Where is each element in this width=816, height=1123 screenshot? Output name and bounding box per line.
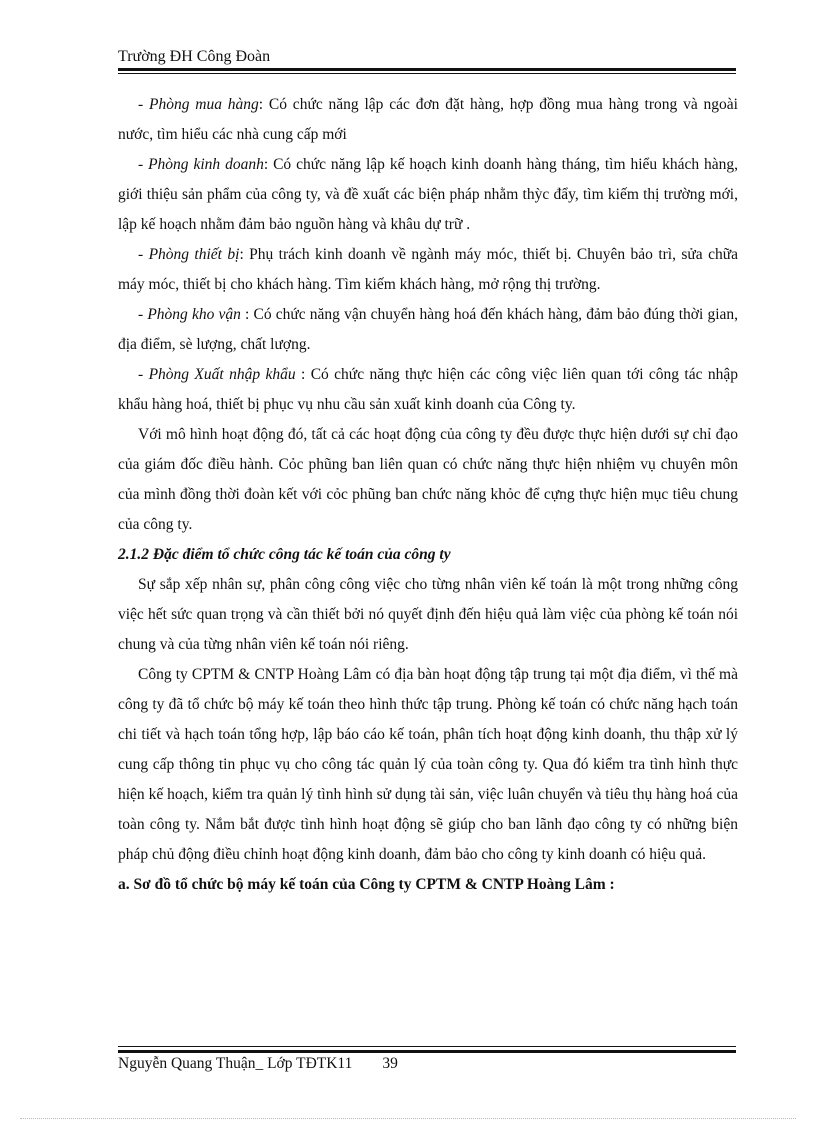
section-heading: 2.1.2 Đặc điểm tổ chức công tác kế toán của công ty xyxy=(118,546,451,563)
org-chart-subheading: a. Sơ đồ tổ chức bộ máy kế toán của Công ty CPTM & CNTP Hoàng Lâm : xyxy=(118,876,615,893)
dept-equipment-paragraph: - Phòng thiết bị: Phụ trách kinh doanh về ngành máy móc, thiết bị. Chuyên bảo trì, sửa chữa máy móc, thiết bị cho khách hàng. Tìm kiếm khách hàng, mở rộng thị trường. xyxy=(118,246,738,293)
dept-name: Phòng thiết bị xyxy=(148,246,240,263)
dept-purchasing-paragraph: - Phòng mua hàng: Có chức năng lập các đơn đặt hàng, hợp đồng mua hàng trong và ngoài nước, tìm hiểu các nhà cung cấp mới xyxy=(118,96,738,143)
dept-name: Phòng kho vận xyxy=(147,306,241,323)
header-rule-thin xyxy=(118,73,736,74)
page-bottom-dotted-border xyxy=(20,1118,796,1119)
dept-name: Phòng kinh doanh xyxy=(148,156,264,173)
dept-name: Phòng Xuất nhập khẩu xyxy=(148,366,296,383)
page-header-title: Trường ĐH Công Đoàn xyxy=(118,48,271,65)
dept-name: Phòng mua hàng xyxy=(148,96,259,113)
header-rule-thick xyxy=(118,68,736,71)
model-paragraph: Với mô hình hoạt động đó, tất cả các hoạt động của công ty đều được thực hiện dưới sự chỉ đạo của giám đốc điều hành. Cỏc phũng ban liên quan có chức năng thực hiện nhiệm vụ chuyên môn của mình đồng thời đoàn kết với cỏc phũng ban chức năng khỏc để cựng thực hiện mục tiêu chung của công ty. xyxy=(118,426,738,533)
dept-logistics-paragraph: - Phòng kho vận : Có chức năng vận chuyển hàng hoá đến khách hàng, đảm bảo đúng thời gian, địa điểm, sè lượng, chất lượng. xyxy=(118,306,739,353)
dept-sales-paragraph: - Phòng kinh doanh: Có chức năng lập kế hoạch kinh doanh hàng tháng, tìm hiểu khách hàng, giới thiệu sản phẩm của công ty, và đề xuất các biện pháp nhằm thỳc đẩy, tìm kiếm thị trường mới, lập kế hoạch nhằm đảm bảo nguồn hàng và khâu dự trữ . xyxy=(118,156,738,233)
footer-author: Nguyễn Quang Thuận_ Lớp TĐTK11 xyxy=(118,1055,353,1072)
page-number: 39 xyxy=(382,1055,398,1072)
staff-paragraph: Sự sắp xếp nhân sự, phân công công việc cho từng nhân viên kế toán là một trong những công việc hết sức quan trọng và cần thiết bởi nó quyết định đến hiệu quả làm việc của phòng kế toán nói chung và của từng nhân viên kế toán nói riêng. xyxy=(118,576,738,653)
dept-import-export-paragraph: - Phòng Xuất nhập khẩu : Có chức năng thực hiện các công việc liên quan tới công tác nhập khẩu hàng hoá, thiết bị phục vụ nhu cầu sản xuất kinh doanh của Công ty. xyxy=(118,366,739,413)
footer-rule-thick xyxy=(118,1050,736,1053)
page-footer xyxy=(118,1055,398,1073)
footer-rule-thin xyxy=(118,1046,736,1047)
company-paragraph: Công ty CPTM & CNTP Hoàng Lâm có địa bàn hoạt động tập trung tại một địa điểm, vì thế mà công ty đã tổ chức bộ máy kế toán theo hình thức tập trung. Phòng kế toán có chức năng hạch toán chi tiết và hạch toán tổng hợp, lập báo cáo kế toán, phân tích hoạt động kinh doanh, thu thập xử lý cung cấp thông tin phục vụ cho công tác quản lý của toàn công ty. Qua đó kiểm tra tình hình thực hiện kế hoạch, kiểm tra quản lý tình hình sử dụng tài sản, việc luân chuyển và tiêu thụ hàng hoá của toàn công ty. Nắm bắt được tình hình hoạt động sẽ giúp cho ban lãnh đạo công ty có những biện pháp chủ động điều chỉnh hoạt động kinh doanh, đảm bảo cho công ty kinh doanh có hiệu quả. xyxy=(118,666,738,863)
body-content xyxy=(118,90,738,900)
